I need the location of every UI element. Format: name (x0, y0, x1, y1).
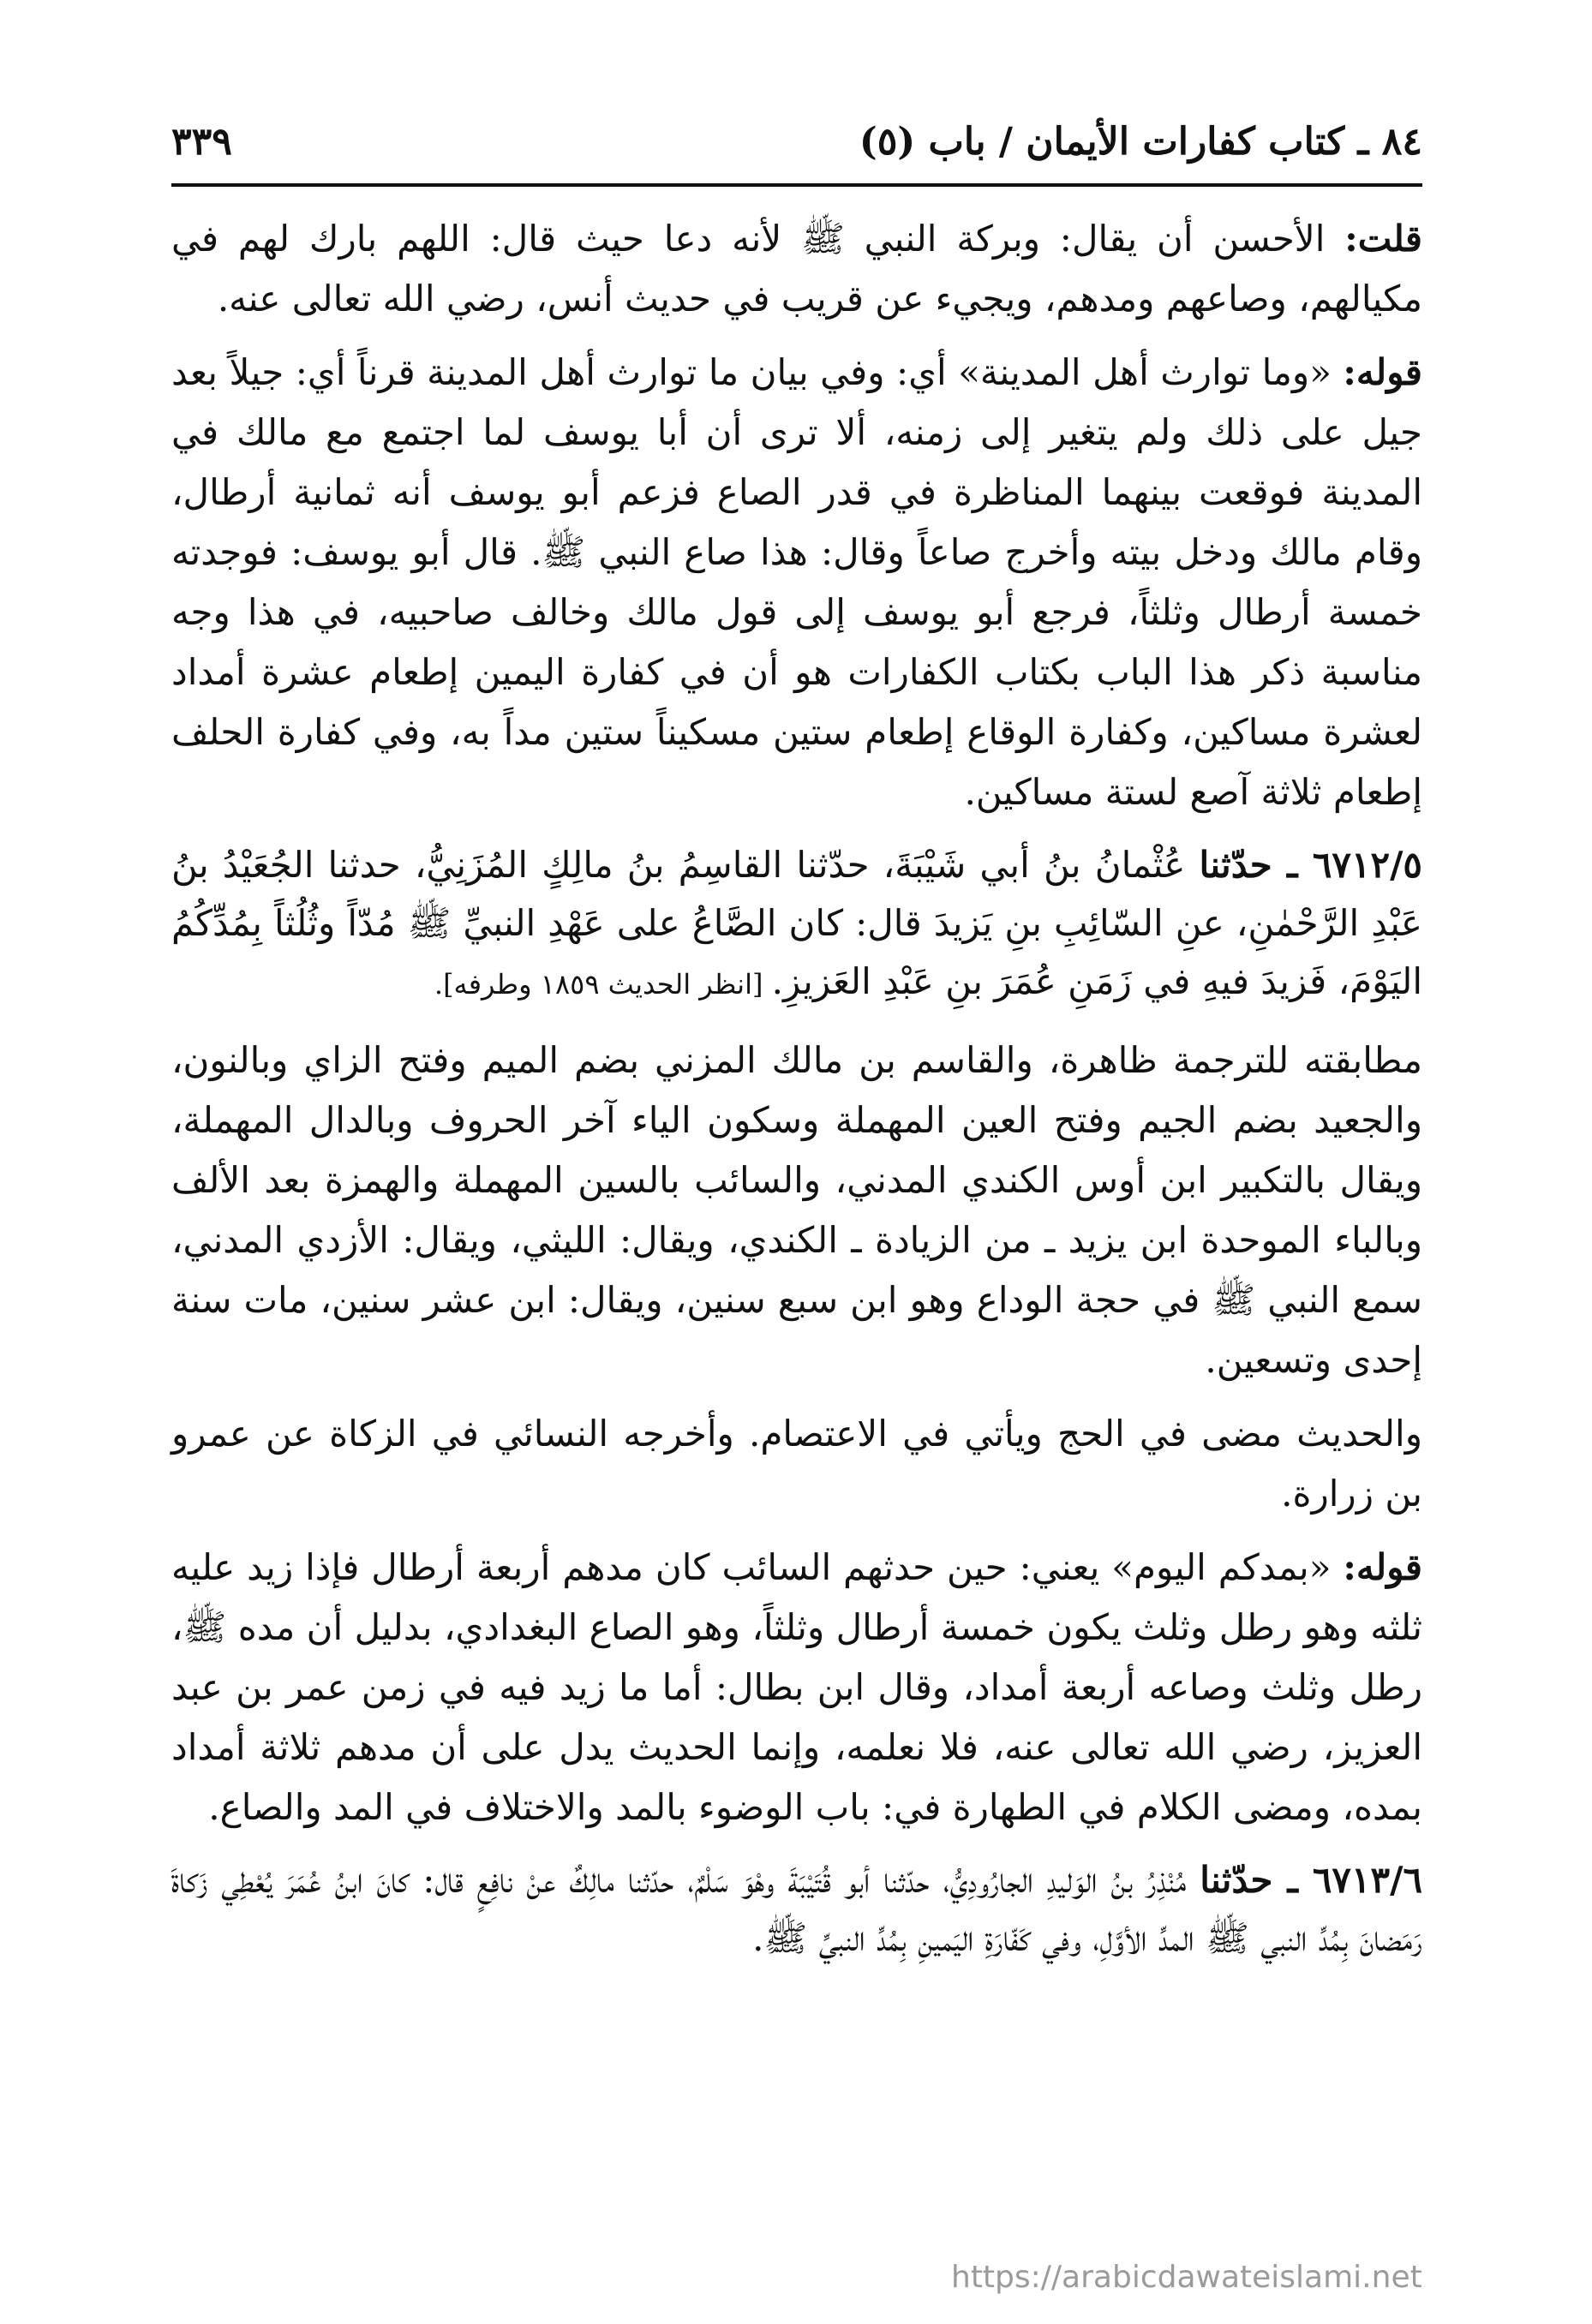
page-header (171, 120, 1422, 180)
paragraph-lead: قوله: (1343, 351, 1422, 393)
commentary-paragraph (171, 1538, 1422, 1837)
paragraph-lead: قوله: (1343, 1546, 1422, 1588)
page-number: ٣٣٩ (171, 120, 232, 164)
paragraph-text: «وما توارث أهل المدينة» أي: وفي بيان ما توارث أهل المدينة قرناً أي: جيلاً بعد جيل على ذلك ولم يتغير إلى زمنه، ألا ترى أن أبا يوسف لما اجتمع مع مالك في المدينة فوقعت بينهما المناظرة في قدر الصاع فزعم أبو يوسف أنه ثمانية أرطال، وقام مالك ودخل بيته وأخرج صاعاً وقال: هذا صاع النبي ﷺ. قال أبو يوسف: فوجدته خمسة أرطال وثلثاً، فرجع أبو يوسف إلى قول مالك وخالف صاحبيه، في هذا وجه مناسبة ذكر هذا الباب بكتاب الكفارات هو أن في كفارة اليمين إطعام عشرة أمداد لعشرة مساكين، وكفارة الوقاع إطعام ستين مسكيناً ستين مداً به، وفي كفارة الحلف إطعام ثلاثة آصع لستة مساكين. (171, 351, 1422, 813)
hadith-lead: ـ حدّثنا (1200, 1859, 1313, 1901)
hadith-reference: [انظر الحديث ١٨٥٩ وطرفه]. (434, 968, 772, 1001)
hadith-paragraph (171, 836, 1422, 1013)
page-body (171, 209, 1422, 1968)
hadith-text: مُنْذِرُ بنُ الوَليدِ الجارُودِيُّ، حدّثنا أبو قُتَيْبَةَ وهْوَ سَلْمٌ، حدّثنا مالِكٌ عنْ نافِعٍ قال: كانَ ابنُ عُمَرَ يُعْطِي زَكاةَ رَمَضانَ بِمُدِّ النبي ﷺ المدِّ الأوَّلِ، وفي كَفّارَةِ اليَمينِ بِمُدِّ النبيِّ ﷺ. (171, 1859, 1422, 1959)
paragraph-text: والحديث مضى في الحج ويأتي في الاعتصام. وأخرجه النسائي في الزكاة عن عمرو بن زرارة. (171, 1413, 1422, 1514)
paragraph-text: الأحسن أن يقال: وبركة النبي ﷺ لأنه دعا حيث قال: اللهم بارك لهم في مكيالهم، وصاعهم ومدهم، ويجيء عن قريب في حديث أنس، رضي الله تعالى عنه. (171, 218, 1422, 320)
hadith-number: ٦٧١٢/٥ (1312, 844, 1422, 886)
commentary-paragraph (171, 1031, 1422, 1390)
hadith-number: ٦٧١٣/٦ (1312, 1859, 1423, 1901)
watermark-url: https://arabicdawateislami.net (951, 2260, 1422, 2295)
paragraph-text: «بمدكم اليوم» يعني: حين حدثهم السائب كان مدهم أربعة أرطال فإذا زيد عليه ثلثه وهو رطل وثلث يكون خمسة أرطال وثلثاً، وهو الصاع البغدادي، بدليل أن مده ﷺ، رطل وثلث وصاعه أربعة أمداد، وقال ابن بطال: أما ما زيد فيه في زمن عمر بن عبد العزيز، رضي الله تعالى عنه، فلا نعلمه، وإنما الحديث يدل على أن مدهم ثلاثة أمداد بمده، ومضى الكلام في الطهارة في: باب الوضوء بالمد والاختلاف في المد والصاع. (171, 1546, 1422, 1828)
commentary-paragraph (171, 209, 1422, 329)
paragraph-lead: قلت: (1344, 218, 1422, 260)
commentary-paragraph (171, 343, 1422, 822)
hadith-lead: ـ حدّثنا (1199, 844, 1313, 886)
paragraph-text: مطابقته للترجمة ظاهرة، والقاسم بن مالك المزني بضم الميم وفتح الزاي وبالنون، والجعيد بضم الجيم وفتح العين المهملة وسكون الياء آخر الحروف وبالدال المهملة، ويقال بالتكبير ابن أوس الكندي المدني، والسائب بالسين المهملة والهمزة بعد الألف وبالباء الموحدة ابن يزيد ـ من الزيادة ـ الكندي، ويقال: الليثي، ويقال: الأزدي المدني، سمع النبي ﷺ في حجة الوداع وهو ابن سبع سنين، ويقال: ابن عشر سنين، مات سنة إحدى وتسعين. (171, 1039, 1422, 1381)
running-head: ٨٤ ـ كتاب كفارات الأيمان / باب (٥) (859, 120, 1422, 164)
header-divider (171, 183, 1422, 187)
hadith-paragraph (171, 1851, 1422, 1968)
commentary-paragraph (171, 1404, 1422, 1524)
hadith-text: عُثْمانُ بنُ أبي شَيْبَةَ، حدّثنا القاسِمُ بنُ مالِكٍ المُزَنِيُّ، حدثنا الجُعَيْدُ بنُ عَبْدِ الرَّحْمٰنِ، عنِ السّائِبِ بنِ يَزيدَ قال: كان الصَّاعُ على عَهْدِ النبيِّ ﷺ مُدّاً وثُلُثاً بِمُدِّكُمُ اليَوْمَ، فَزيدَ فيهِ في زَمَنِ عُمَرَ بنِ عَبْدِ العَزيزِ. (171, 844, 1422, 1002)
